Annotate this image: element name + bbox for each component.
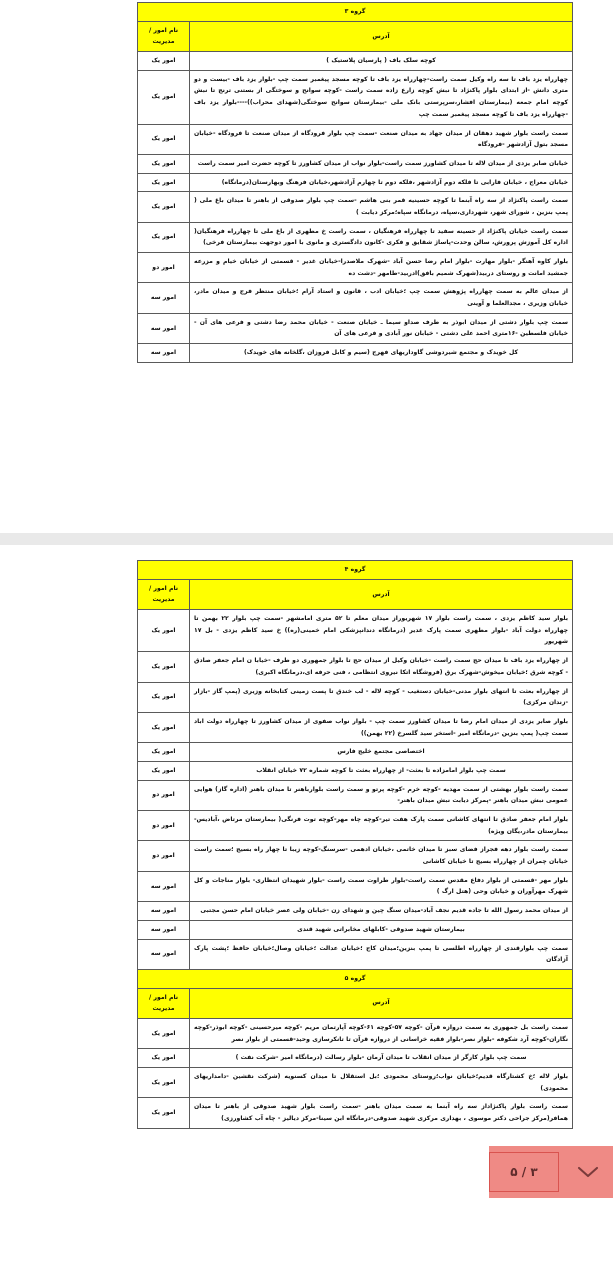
- table-row: [138, 173, 573, 192]
- cell-address: از چهارراه بعثت تا انتهای بلوار مدنی-خیابان دستغیب - کوچه لاله - لب خندق تا پست زمینی کتابخانه وزیری (پمپ گاز -بازار -زندان مرکزی): [190, 682, 573, 712]
- cell-unit: امور سه: [138, 313, 190, 343]
- page-counter[interactable]: [489, 1152, 559, 1192]
- cell-address: بلوار مهر -قسمتی از بلوار دفاع مقدس سمت راست-بلوار طراوت سمت راست -بلوار شهیدان انتظاری- بلوار مناجات و کل شهرک مهرآوران و خیابان وحی (هتل ارگ ): [190, 871, 573, 901]
- cell-address: سمت چپ بلوارقندی از چهارراه اطلسی تا پمپ بنزین؛میدان کاج ؛خیابان عدالت ؛خیابان وصال؛خیابان حافظ ؛پشت پارک آزادگان: [190, 939, 573, 969]
- cell-unit: امور یک: [138, 712, 190, 742]
- cell-unit: امور یک: [138, 743, 190, 762]
- cell-address: سمت چپ بلوار کارگر از میدان انقلاب تا میدان آرمان -بلوار رسالت (درمانگاه امیر -شرکت نفت ): [190, 1049, 573, 1068]
- cell-unit: امور یک: [138, 1068, 190, 1098]
- table-row: [138, 652, 573, 682]
- table-row: [138, 253, 573, 283]
- group-title: گروه ۳: [138, 3, 573, 22]
- cell-address: بلوار صابر یزدی از میدان امام رضا تا میدان کشاورز سمت چپ - بلوار نواب صفوی از میدان کشاورز تا چهارراه دولت اباد سمت چپ( پمپ بنزین -درمانگاه امیر -استخر سید گلسرخ (۲۲ بهمن)): [190, 712, 573, 742]
- cell-unit: امور سه: [138, 344, 190, 363]
- table-row: [138, 871, 573, 901]
- cell-unit: امور یک: [138, 610, 190, 652]
- cell-address: چهارراه یزد باف تا سه راه وکیل سمت راست-چهارراه یزد باف تا کوچه مسجد پیغمبر سمت چپ -بلوار یزد باف -بیست و دو متری دانش -از ابتدای بلوار پاکنژاد تا نبش کوچه زارع زاده سمت راست -کوچه سوانح و سوختگی از بستنی ترنج تا نبش کوچه امام جمعه (بیمارستان افشار،سرپرستی بانک ملی -بیمارستان سوانح سوختگی(شهدای محراب))----بلوار یزد باف -چهارراه یزد باف تا کوچه مسجد پیغمبر سمت چپ: [190, 70, 573, 124]
- cell-address: خیابان صابر یزدی از میدان لاله تا میدان کشاورز سمت راست-بلوار نواب از میدان کشاورز تا کوچه حضرت امیر سمت راست: [190, 154, 573, 173]
- table-row: [138, 682, 573, 712]
- cell-address: بلوار سید کاظم یزدی ، سمت راست بلوار ۱۷ شهریوراز میدان معلم تا ۵۲ متری امامشهر -سمت چپ بلوار ۲۲ بهمن تا چهارراه دولت آباد -بلوار مطهری سمت پارک غدیر (درمانگاه دندانپزشکی امام خمینی(ره)) خ سید کاظم یزدی - بل ۱۷ شهریور: [190, 610, 573, 652]
- cell-address: از چهارراه یزد باف تا میدان حج سمت راست -خیابان وکیل از میدان حج تا بلوار جمهوری دو طرف -خیابا ن امام جعفر صادق - کوچه شرق ؛خیابان میخوش-شهرک برق (فروشگاه اتکا نیروی انتظامی ، فنی حرفه ای،درمانگاه اکبری): [190, 652, 573, 682]
- group-title-row: [138, 969, 573, 988]
- cell-address: سمت راست پاکنژاد از سه راه آبنما تا کوچه حسینیه قمر بنی هاشم -سمت چپ بلوار صدوقی از باهنر تا میدان باغ ملی ( پمپ بنزین ، شورای شهر، شهرداری،سپاه، درمانگاه سپاه؛مرکز دیابت ): [190, 192, 573, 222]
- cell-unit: امور یک: [138, 761, 190, 780]
- column-header-address: آدرس: [190, 579, 573, 609]
- cell-address: سمت چپ بلوار امامزاده تا بعثت- از چهارراه بعثت تا کوچه شماره ۷۲ خیابان انقلاب: [190, 761, 573, 780]
- table-row: [138, 902, 573, 921]
- page-navigation-overlay[interactable]: [489, 1146, 613, 1198]
- cell-address: سمت راست بل جمهوری به سمت دروازه قرآن -کوچه ۵۷-کوچه ۶۱-کوچه آپارتمان مریم -کوچه میرحسینی -کوچه ابوذر-کوچه نگاران-کوچه آرد شکوفه -بلوار نصر-بلوار فقیه خراسانی از دروازه قرآن تا تانکرسازی وحید-قسمتی از بلوار نصر: [190, 1018, 573, 1048]
- table-row: [138, 939, 573, 969]
- chevron-down-icon[interactable]: [562, 1152, 613, 1192]
- address-table-group-3: [137, 2, 573, 363]
- cell-address: سمت راست بلوار دهه فجراز فضای سبز تا میدان خاتمی ،خیابان ادهمی -سرسنگ-کوچه زیبا تا چهار راه بسیج ؛سمت راست خیابان چمران از چهارراه بسیج تا خیابان کاشانی: [190, 841, 573, 871]
- table-row: [138, 780, 573, 810]
- column-header-unit: نام امور /مدیریت: [138, 988, 190, 1018]
- table-body-group-4-and-5: [138, 561, 573, 1129]
- group-title: گروه ۴: [138, 561, 573, 580]
- table-row: [138, 1098, 573, 1128]
- table-row: [138, 712, 573, 742]
- column-header-unit: نام امور /مدیریت: [138, 579, 190, 609]
- cell-unit: امور دو: [138, 780, 190, 810]
- cell-address: از میدان عالم به سمت چهارراه پژوهش سمت چپ ؛خیابان ادب ، قانون و استاد آرام ؛خیابان منتظر فرج و میدان مادر، خیابان وزیری ، مجدالعلما و آوینی: [190, 283, 573, 313]
- table-row: [138, 313, 573, 343]
- table-row: [138, 1018, 573, 1048]
- cell-unit: امور یک: [138, 154, 190, 173]
- table-body-group-3: [138, 3, 573, 363]
- cell-address: سمت راست خیابان پاکنژاد از حسینه سفید تا چهارراه فرهنگیان ، سمت راست خ مطهری از باغ ملی تا چهارراه فرهنگیان( اداره کل آموزش پرورش، سالن وحدت-پاساژ شقایق و فکری -کانون دادگستری و مانوی با امور دوجهت بیمارستان فرخی): [190, 222, 573, 252]
- cell-unit: امور یک: [138, 1018, 190, 1048]
- table-row: [138, 610, 573, 652]
- table-row: [138, 811, 573, 841]
- table-row: [138, 70, 573, 124]
- cell-address: بلوار لاله ؛خ کشتارگاه قدیم؛خیابان نواب؛روستای محمودی ؛بل استقلال تا میدان کسنویه (شرکت نقشین -دامداریهای محمودی): [190, 1068, 573, 1098]
- page-separator-gap: [0, 533, 613, 545]
- column-header-address: آدرس: [190, 988, 573, 1018]
- cell-unit: امور دو: [138, 841, 190, 871]
- cell-unit: امور دو: [138, 811, 190, 841]
- cell-unit: امور یک: [138, 222, 190, 252]
- group-title-row: [138, 3, 573, 22]
- cell-unit: امور سه: [138, 939, 190, 969]
- cell-address: کل خویدک و مجتمع شیردوشی گاوداریهای فهرج (سیم و کابل فروزان ،گلخانه های خویدک): [190, 344, 573, 363]
- table-row: [138, 761, 573, 780]
- cell-unit: امور یک: [138, 173, 190, 192]
- cell-address: بلوار کاوه آهنگر -بلوار مهارت -بلوار امام رضا حسن آباد -شهرک ملاصدرا-خیابان غدیر - قسمتی از خیابان خیام و مزرعه جمشید امانت و روستای دربید(شهرک شمیم بافق)ادربید-طامهر -دشت ده: [190, 253, 573, 283]
- table-row: [138, 192, 573, 222]
- cell-unit: امور سه: [138, 902, 190, 921]
- table-row: [138, 1068, 573, 1098]
- table-row: [138, 920, 573, 939]
- cell-unit: امور یک: [138, 1049, 190, 1068]
- cell-address: سمت راست بلوار پاکنژاداز سه راه آبنما به سمت میدان باهنر -سمت راست بلوار شهید صدوقی از باهنر تا میدان همافر(مرکز جراحی دکتر موسوی ، بهداری مرکزی شهید صدوقی-درمانگاه ابن سینا-مرکز دیالیز - چاه آب کشاورزی): [190, 1098, 573, 1128]
- table-row: [138, 154, 573, 173]
- column-header-unit: نام امور /مدیریت: [138, 21, 190, 51]
- cell-unit: امور یک: [138, 682, 190, 712]
- column-header-row: [138, 21, 573, 51]
- cell-unit: امور یک: [138, 652, 190, 682]
- cell-address: کوچه سلک باف ( پارسیان پلاستیک ): [190, 52, 573, 71]
- cell-unit: امور یک: [138, 70, 190, 124]
- table-row: [138, 124, 573, 154]
- table-row: [138, 222, 573, 252]
- table-row: [138, 344, 573, 363]
- table-row: [138, 841, 573, 871]
- cell-address: خیابان معراج ، خیابان فارابی تا فلکه دوم آزادشهر ،فلکه دوم تا چهارم آزادشهر،خیابان فرهنگ وبهارستان(درمانگاه): [190, 173, 573, 192]
- cell-address: از میدان محمد رسول الله تا جاده قدیم نجف آباد-میدان سنگ چین و شهدای زن -خیابان ولی عصر خیابان امام حسن مجتبی: [190, 902, 573, 921]
- address-table-group-4-and-5: [137, 560, 573, 1129]
- cell-address: اختصاصی مجتمع خلیج فارس: [190, 743, 573, 762]
- group-title-row: [138, 561, 573, 580]
- column-header-row: [138, 988, 573, 1018]
- group-title: گروه ۵: [138, 969, 573, 988]
- cell-unit: امور سه: [138, 871, 190, 901]
- table-row: [138, 743, 573, 762]
- cell-address: سمت راست بلوار بهشتی از سمت مهدیه -کوچه خرم -کوچه پرتو و سمت راست بلوارباهنر تا میدان باهنر (اداره گاز) هوایی عمومی نبش میدان باهنر -پمرکز دیابت نبش میدان باهنر-: [190, 780, 573, 810]
- cell-address: سمت چپ بلوار دشتی از میدان ابوذر به طرف صداو سیما ـ خیابان صنعت - خیابان محمد رضا دشتی و فرعی های آن - خیابان فلسطین -۱۶متری احمد علی دشتی - خیابان نور آبادی و فرعی های آن: [190, 313, 573, 343]
- cell-address: بلوار امام جعفر صادق تا انتهای کاشانی سمت پارک هفت تیر-کوچه چاه مهر-کوچه توت فرنگی( بیمارستان مرتاض ،آبادیس-بیمارستان مادر،یگان ویژه): [190, 811, 573, 841]
- table-row: [138, 283, 573, 313]
- column-header-address: آدرس: [190, 21, 573, 51]
- table-row: [138, 52, 573, 71]
- cell-address: سمت راست بلوار شهید دهقان از میدان جهاد به میدان صنعت -سمت چپ بلوار فرودگاه از میدان صنعت تا فرودگاه -خیابان مسجد بتول آزادشهر -فرودگاه: [190, 124, 573, 154]
- cell-unit: امور یک: [138, 52, 190, 71]
- cell-unit: امور یک: [138, 192, 190, 222]
- cell-address: بیمارستان شهید صدوقی -کابلهای مخابراتی شهید قندی: [190, 920, 573, 939]
- cell-unit: امور دو: [138, 253, 190, 283]
- column-header-row: [138, 579, 573, 609]
- page-counter-label: ۳ / ۵: [510, 1165, 538, 1179]
- cell-unit: امور سه: [138, 283, 190, 313]
- table-row: [138, 1049, 573, 1068]
- cell-unit: امور یک: [138, 1098, 190, 1128]
- cell-unit: امور سه: [138, 920, 190, 939]
- cell-unit: امور یک: [138, 124, 190, 154]
